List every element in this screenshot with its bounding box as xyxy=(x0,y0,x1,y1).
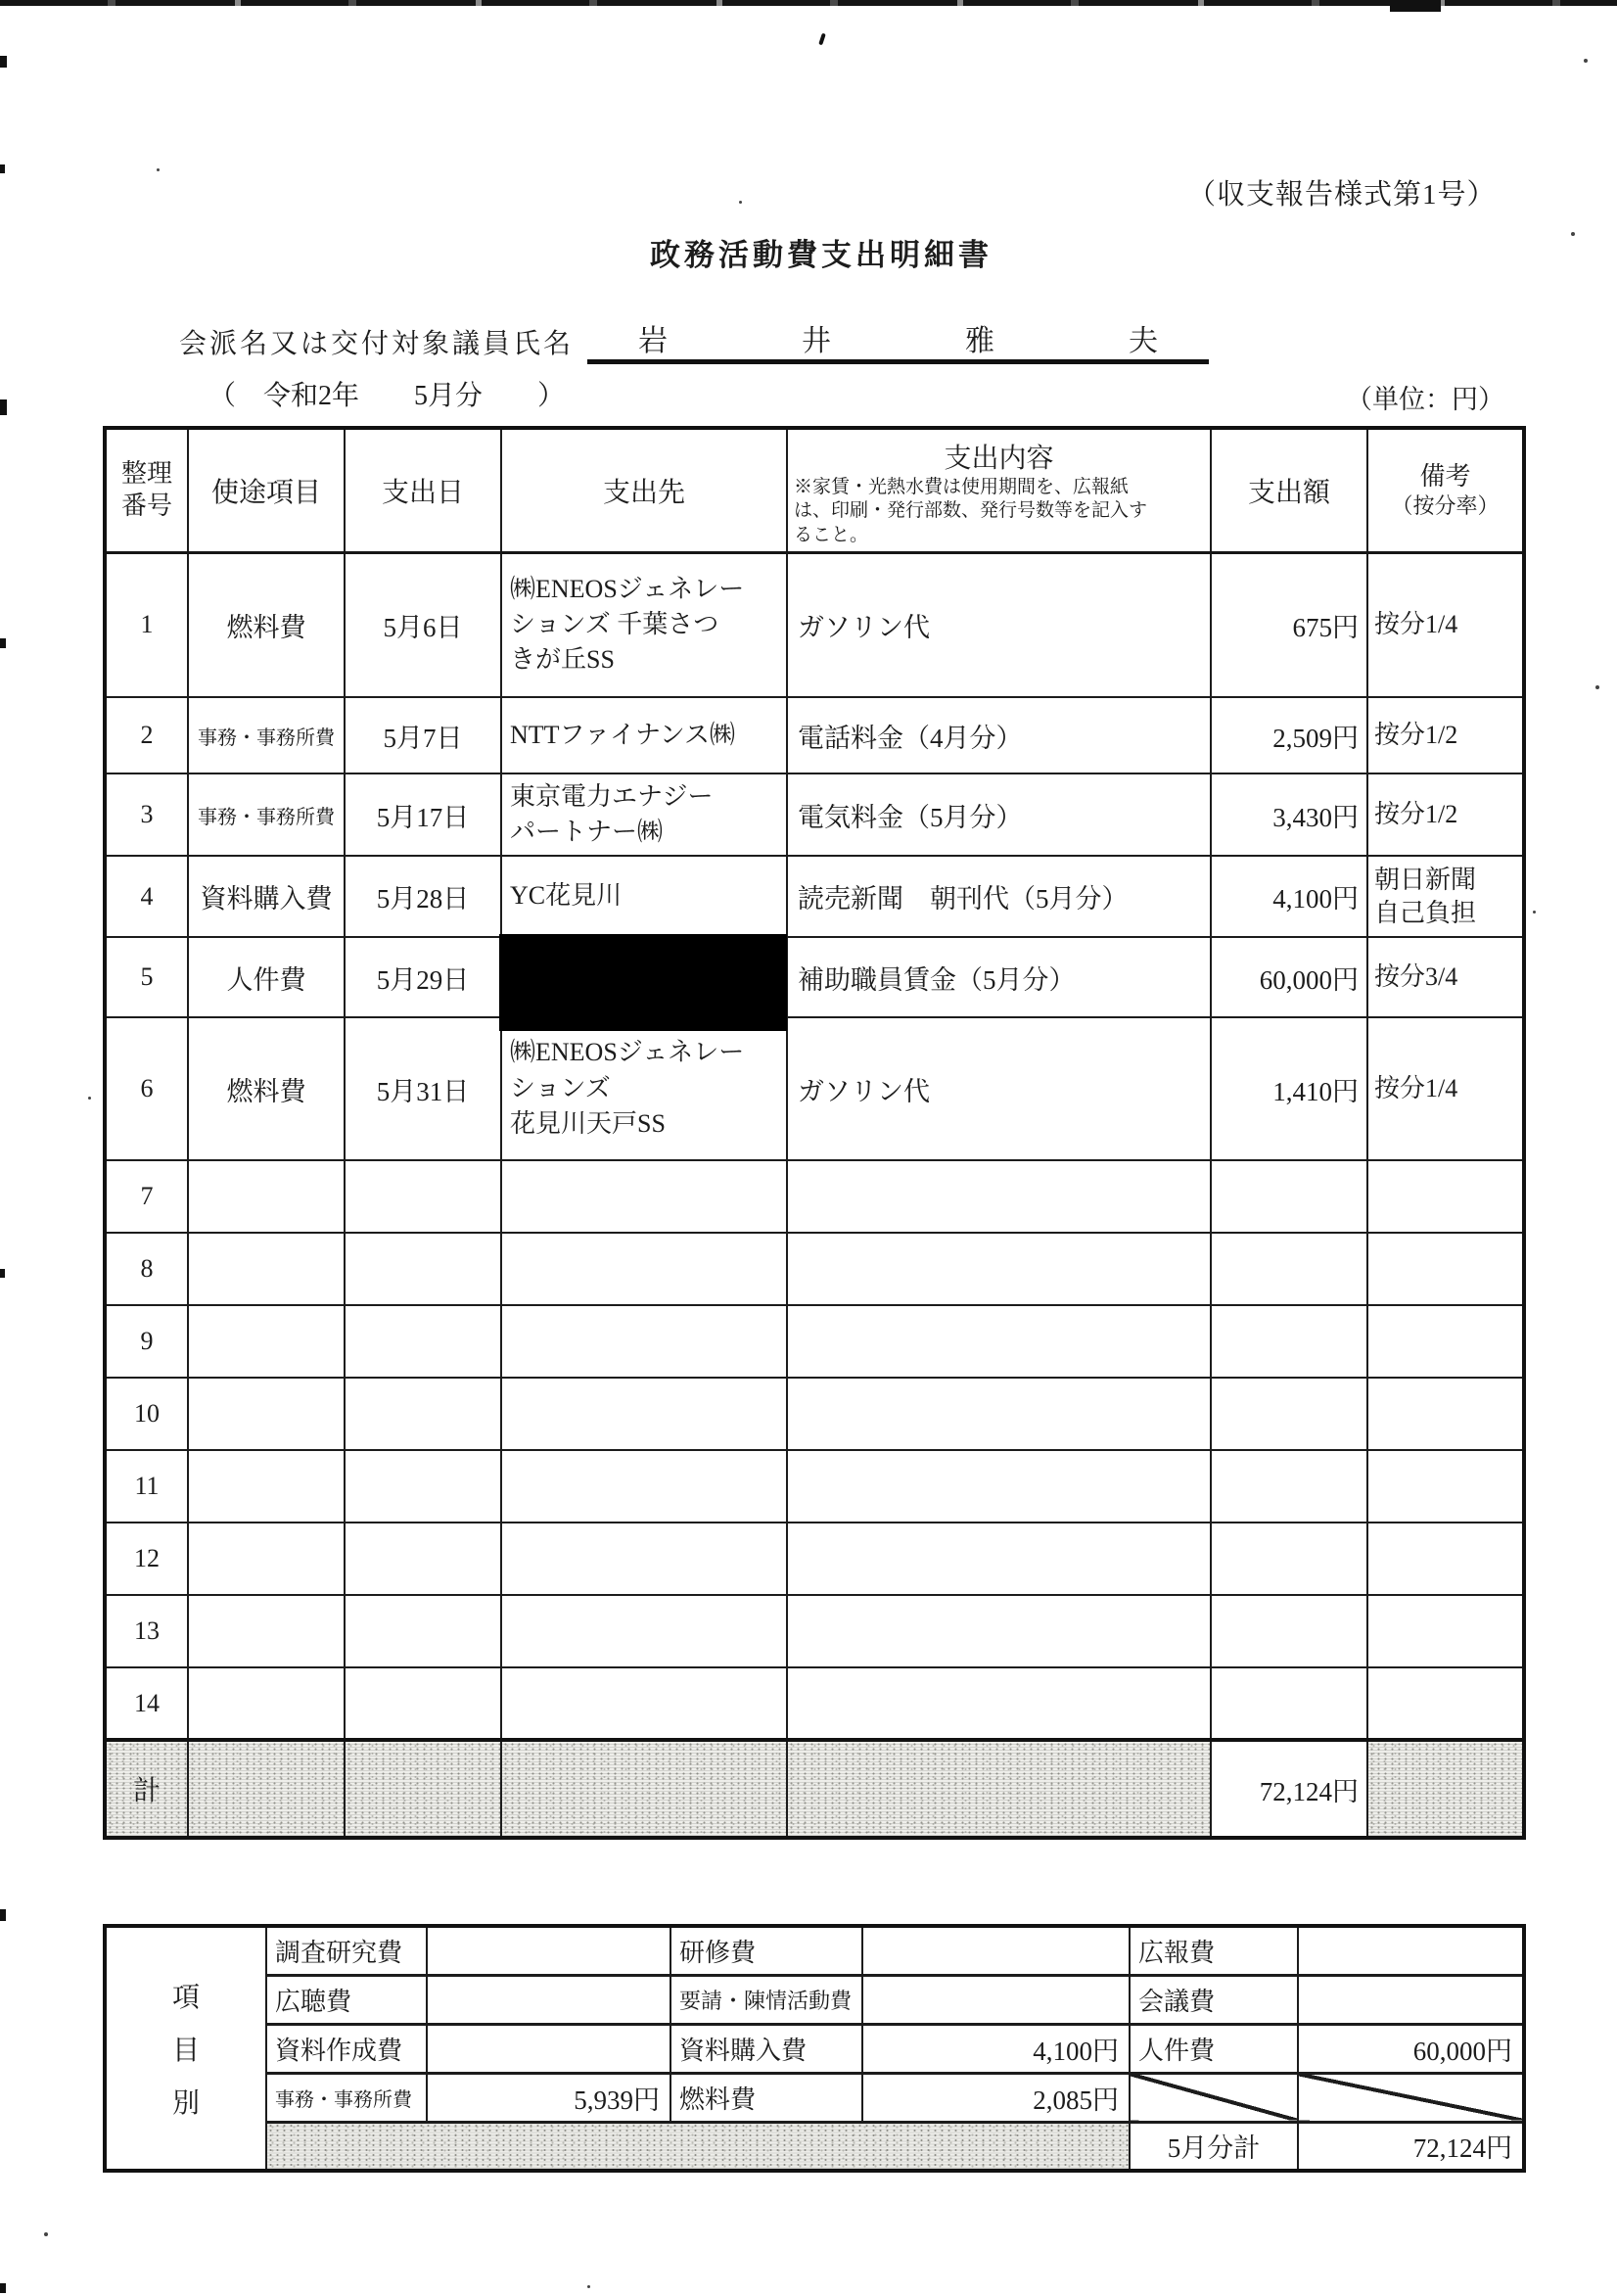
cell-date xyxy=(345,1378,501,1450)
summary-label: 事務・事務所費 xyxy=(266,2073,427,2122)
total-shaded-cell xyxy=(501,1740,787,1838)
summary-label: 調査研究費 xyxy=(266,1926,427,1975)
summary-value: 5,939円 xyxy=(427,2073,670,2122)
summary-side-label: 項 目 別 xyxy=(105,1926,266,2171)
monthly-total-value: 72,124円 xyxy=(1298,2122,1524,2171)
cell-no: 8 xyxy=(105,1233,188,1305)
cell-date xyxy=(345,1523,501,1595)
cell-date xyxy=(345,1233,501,1305)
cell-no: 11 xyxy=(105,1450,188,1523)
summary-value: 4,100円 xyxy=(862,2024,1130,2073)
monthly-total-label: 5月分計 xyxy=(1130,2122,1298,2171)
summary-value xyxy=(427,1975,670,2024)
cell-content: 電気料金（5月分） xyxy=(787,773,1211,856)
cell-no: 7 xyxy=(105,1160,188,1233)
cell-payee xyxy=(501,1160,787,1233)
cell-amount xyxy=(1211,1667,1367,1740)
scan-edge-artifact-top xyxy=(0,0,1617,6)
cell-date xyxy=(345,1667,501,1740)
cell-payee: NTTファイナンス㈱ xyxy=(501,697,787,773)
summary-value: 60,000円 xyxy=(1298,2024,1524,2073)
cell-item xyxy=(188,1523,345,1595)
expense-row xyxy=(105,1017,1524,1160)
header-remark: 備考 （按分率） xyxy=(1367,428,1524,552)
cell-remark xyxy=(1367,1667,1524,1740)
cell-no: 12 xyxy=(105,1523,188,1595)
summary-label: 燃料費 xyxy=(670,2073,862,2122)
cell-date xyxy=(345,1450,501,1523)
cell-payee xyxy=(501,1233,787,1305)
total-shaded-cell xyxy=(188,1740,345,1838)
member-name-label: 会派名又は交付対象議員氏名 xyxy=(179,329,575,359)
summary-label: 資料作成費 xyxy=(266,2024,427,2073)
scan-artifact xyxy=(0,2283,6,2293)
cell-amount xyxy=(1211,1595,1367,1667)
scan-speck xyxy=(1533,911,1536,914)
summary-label: 広報費 xyxy=(1130,1926,1298,1975)
cell-payee: ㈱ENEOSジェネレー ションズ 花見川天戸SS xyxy=(501,1017,787,1160)
cell-payee xyxy=(501,1305,787,1378)
summary-row xyxy=(105,2073,1524,2122)
cell-content: 補助職員賃金（5月分） xyxy=(787,937,1211,1017)
summary-value xyxy=(427,2024,670,2073)
cell-amount xyxy=(1211,1450,1367,1523)
summary-value xyxy=(1298,1926,1524,1975)
cell-date xyxy=(345,1160,501,1233)
cell-no: 3 xyxy=(105,773,188,856)
redaction-black-box xyxy=(499,934,787,1031)
total-row xyxy=(105,1740,1524,1838)
cell-item xyxy=(188,1450,345,1523)
cell-item xyxy=(188,1233,345,1305)
scan-artifact xyxy=(0,638,6,648)
cell-content: 電話料金（4月分） xyxy=(787,697,1211,773)
cell-amount xyxy=(1211,1305,1367,1378)
summary-row xyxy=(105,1975,1524,2024)
cell-item: 人件費 xyxy=(188,937,345,1017)
expense-row-empty xyxy=(105,1378,1524,1450)
expense-row-empty xyxy=(105,1233,1524,1305)
cell-no: 4 xyxy=(105,856,188,937)
expense-detail-table xyxy=(103,426,1526,1840)
cell-no: 13 xyxy=(105,1595,188,1667)
cell-item xyxy=(188,1378,345,1450)
name-char: 岩 xyxy=(638,324,668,357)
summary-value xyxy=(1298,1975,1524,2024)
category-summary-table xyxy=(103,1924,1526,2173)
cell-content: 読売新聞 朝刊代（5月分） xyxy=(787,856,1211,937)
expense-row xyxy=(105,856,1524,937)
scan-speck xyxy=(818,33,826,46)
header-serial-no: 整理 番号 xyxy=(105,428,188,552)
expense-row-empty xyxy=(105,1160,1524,1233)
cell-content xyxy=(787,1667,1211,1740)
scan-speck xyxy=(1595,685,1599,689)
table-header-row xyxy=(105,428,1524,552)
cell-item: 事務・事務所費 xyxy=(188,773,345,856)
crossed-out-cell xyxy=(1130,2073,1298,2122)
total-shaded-cell xyxy=(345,1740,501,1838)
scan-speck xyxy=(88,1097,91,1100)
cell-remark xyxy=(1367,1378,1524,1450)
cell-amount: 3,430円 xyxy=(1211,773,1367,856)
header-payee: 支出先 xyxy=(501,428,787,552)
cell-no: 10 xyxy=(105,1378,188,1450)
cell-remark: 按分1/4 xyxy=(1367,1017,1524,1160)
cell-no: 9 xyxy=(105,1305,188,1378)
summary-value xyxy=(427,1926,670,1975)
cell-date xyxy=(345,1595,501,1667)
cell-date xyxy=(345,1305,501,1378)
name-char: 雅 xyxy=(965,324,994,357)
name-char: 夫 xyxy=(1129,324,1158,357)
cell-payee: YC花見川 xyxy=(501,856,787,937)
report-period: （ 令和2年 5月分 ） xyxy=(208,381,566,411)
expense-row xyxy=(105,773,1524,856)
cell-amount: 675円 xyxy=(1211,552,1367,697)
expense-row xyxy=(105,697,1524,773)
cell-item: 事務・事務所費 xyxy=(188,697,345,773)
cell-content xyxy=(787,1160,1211,1233)
expense-row-empty xyxy=(105,1450,1524,1523)
cell-content xyxy=(787,1378,1211,1450)
cell-payee xyxy=(501,1595,787,1667)
summary-label: 会議費 xyxy=(1130,1975,1298,2024)
crossed-out-cell xyxy=(1298,2073,1524,2122)
scan-speck xyxy=(587,2285,590,2288)
cell-amount xyxy=(1211,1160,1367,1233)
cell-amount xyxy=(1211,1523,1367,1595)
cell-remark xyxy=(1367,1523,1524,1595)
summary-label: 広聴費 xyxy=(266,1975,427,2024)
name-char: 井 xyxy=(802,324,831,357)
cell-amount: 60,000円 xyxy=(1211,937,1367,1017)
cell-amount xyxy=(1211,1233,1367,1305)
cell-no: 1 xyxy=(105,552,188,697)
cell-item: 燃料費 xyxy=(188,552,345,697)
page-title: 政務活動費支出明細書 xyxy=(650,238,993,272)
summary-row xyxy=(105,2024,1524,2073)
cell-item xyxy=(188,1667,345,1740)
member-name-underlined xyxy=(587,315,1209,364)
cell-date: 5月17日 xyxy=(345,773,501,856)
cell-no: 6 xyxy=(105,1017,188,1160)
expense-row-empty xyxy=(105,1595,1524,1667)
cell-no: 14 xyxy=(105,1667,188,1740)
cell-date: 5月28日 xyxy=(345,856,501,937)
summary-shaded-cell xyxy=(266,2122,1130,2171)
cell-payee xyxy=(501,1667,787,1740)
cell-amount: 1,410円 xyxy=(1211,1017,1367,1160)
cell-remark xyxy=(1367,1450,1524,1523)
cell-remark xyxy=(1367,1160,1524,1233)
header-use-item: 使途項目 xyxy=(188,428,345,552)
header-amount: 支出額 xyxy=(1211,428,1367,552)
summary-label: 研修費 xyxy=(670,1926,862,1975)
cell-item: 燃料費 xyxy=(188,1017,345,1160)
cell-content xyxy=(787,1523,1211,1595)
cell-no: 5 xyxy=(105,937,188,1017)
cell-remark xyxy=(1367,1233,1524,1305)
cell-date: 5月7日 xyxy=(345,697,501,773)
cell-content xyxy=(787,1595,1211,1667)
header-date: 支出日 xyxy=(345,428,501,552)
cell-date: 5月6日 xyxy=(345,552,501,697)
cell-no: 2 xyxy=(105,697,188,773)
expense-row-empty xyxy=(105,1523,1524,1595)
cell-payee xyxy=(501,1450,787,1523)
cell-remark: 按分1/2 xyxy=(1367,697,1524,773)
cell-date: 5月31日 xyxy=(345,1017,501,1160)
total-shaded-cell xyxy=(1367,1740,1524,1838)
summary-value: 2,085円 xyxy=(862,2073,1130,2122)
cell-remark xyxy=(1367,1595,1524,1667)
scan-speck xyxy=(1584,59,1588,63)
total-amount: 72,124円 xyxy=(1211,1740,1367,1838)
cell-remark: 朝日新聞 自己負担 xyxy=(1367,856,1524,937)
expense-row-empty xyxy=(105,1667,1524,1740)
cell-item xyxy=(188,1305,345,1378)
scan-artifact xyxy=(0,1909,6,1921)
cell-payee xyxy=(501,1378,787,1450)
cell-content: ガソリン代 xyxy=(787,552,1211,697)
scan-artifact xyxy=(0,399,7,415)
summary-value xyxy=(862,1926,1130,1975)
summary-row xyxy=(105,1926,1524,1975)
summary-total-row xyxy=(105,2122,1524,2171)
cell-payee: ㈱ENEOSジェネレー ションズ 千葉さつ きが丘SS xyxy=(501,552,787,697)
cell-payee xyxy=(501,1523,787,1595)
cell-amount xyxy=(1211,1378,1367,1450)
scan-artifact xyxy=(0,56,7,68)
expense-row xyxy=(105,937,1524,1017)
cell-amount: 2,509円 xyxy=(1211,697,1367,773)
scan-speck xyxy=(44,2232,48,2236)
cell-amount: 4,100円 xyxy=(1211,856,1367,937)
cell-item xyxy=(188,1160,345,1233)
cell-date: 5月29日 xyxy=(345,937,501,1017)
unit-note: （単位：円） xyxy=(1346,385,1504,414)
scan-speck xyxy=(739,201,742,204)
cell-item: 資料購入費 xyxy=(188,856,345,937)
scan-speck xyxy=(157,168,160,171)
summary-label: 資料購入費 xyxy=(670,2024,862,2073)
cell-remark: 按分1/4 xyxy=(1367,552,1524,697)
form-number-label: （収支報告様式第1号） xyxy=(1187,179,1497,211)
cell-item xyxy=(188,1595,345,1667)
cell-payee: 東京電力エナジー パートナー㈱ xyxy=(501,773,787,856)
cell-content xyxy=(787,1233,1211,1305)
expense-row-empty xyxy=(105,1305,1524,1378)
cell-content xyxy=(787,1450,1211,1523)
summary-label: 人件費 xyxy=(1130,2024,1298,2073)
cell-remark: 按分3/4 xyxy=(1367,937,1524,1017)
scan-speck xyxy=(1571,232,1575,236)
cell-remark: 按分1/2 xyxy=(1367,773,1524,856)
scan-artifact xyxy=(0,164,5,173)
scan-artifact xyxy=(0,1269,5,1278)
cell-remark xyxy=(1367,1305,1524,1378)
total-shaded-cell xyxy=(787,1740,1211,1838)
cell-content xyxy=(787,1305,1211,1378)
summary-label: 要請・陳情活動費 xyxy=(670,1975,862,2024)
header-content: 支出内容 ※家賃・光熱水費は使用期間を、広報紙 は、印刷・発行部数、発行号数等を記入す ること。 xyxy=(787,428,1211,552)
cell-content: ガソリン代 xyxy=(787,1017,1211,1160)
scan-artifact xyxy=(1390,0,1441,12)
total-label: 計 xyxy=(105,1740,188,1838)
expense-row xyxy=(105,552,1524,697)
summary-value xyxy=(862,1975,1130,2024)
